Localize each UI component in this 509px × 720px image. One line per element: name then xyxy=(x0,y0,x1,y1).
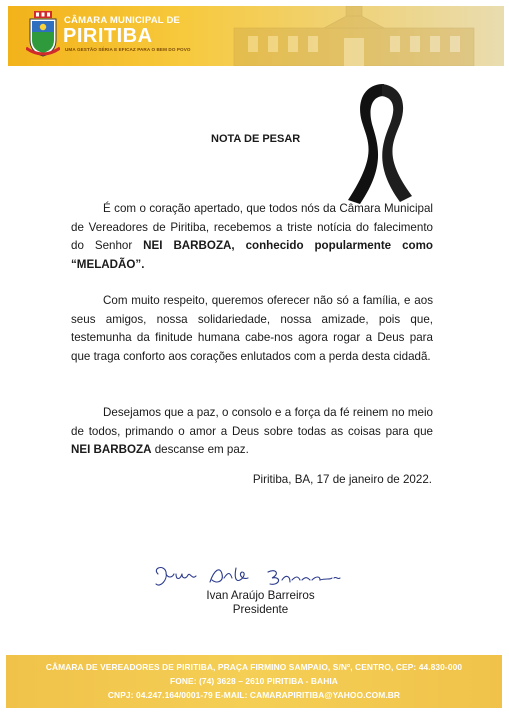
building-illustration xyxy=(204,6,504,66)
paragraph-text: descanse em paz. xyxy=(151,443,249,457)
footer-phone: FONE: (74) 3628 – 2610 PIRITIBA - BAHIA xyxy=(170,676,338,686)
signer-role: Presidente xyxy=(232,603,289,616)
paragraph-peace xyxy=(71,404,433,460)
paragraph-condolence-intro xyxy=(71,200,433,274)
footer-address: CÂMARA DE VEREADORES DE PIRITIBA, PRAÇA FIRMINO SAMPAIO, S/Nº, CENTRO, CEP: 44.830-000 xyxy=(45,662,463,672)
footer-cnpj-email: CNPJ: 04.247.164/0001-79 E-MAIL: CAMARAPIRITIBA@YAHOO.COM.BR xyxy=(107,690,401,700)
municipal-crest-icon xyxy=(26,10,60,58)
letterhead-banner xyxy=(8,6,504,66)
deceased-name-bold: NEI BARBOZA, conhecido popularmente como “MELADÃO”. xyxy=(71,239,433,271)
paragraph-solidarity xyxy=(71,292,433,366)
paragraph-text: É com o coração apertado, que todos nós da Câmara Municipal de Vereadores de Piritiba, recebemos a triste notícia do falecimento do Senhor xyxy=(71,202,433,253)
document-title: NOTA DE PESAR xyxy=(211,133,301,145)
mourning-ribbon-icon xyxy=(342,78,418,206)
chamber-motto: UMA GESTÃO SÉRIA E EFICAZ PARA O BEM DO POVO xyxy=(65,47,191,52)
document-date: Piritiba, BA, 17 de janeiro de 2022. xyxy=(252,473,432,486)
letterhead-footer xyxy=(6,655,502,708)
paragraph-text: Com muito respeito, queremos oferecer não só a família, e aos seus amigos, nossa solidariedade, nossa amizade, pois que, testemunha da finitude humana cabe-nos agora rogar a Deus para que traga conforto aos corações enlutados com a perda desta cidadã. xyxy=(71,294,433,363)
paragraph-text: Desejamos que a paz, o consolo e a força da fé reinem no meio de todos, primando o amor a Deus sobre todas as coisas para que xyxy=(71,406,433,438)
chamber-label: CÂMARA MUNICIPAL DE xyxy=(64,15,181,26)
signer-name: Ivan Araújo Barreiros xyxy=(206,589,315,602)
deceased-name-bold: NEI BARBOZA xyxy=(71,443,152,457)
city-name: PIRITIBA xyxy=(63,25,153,47)
